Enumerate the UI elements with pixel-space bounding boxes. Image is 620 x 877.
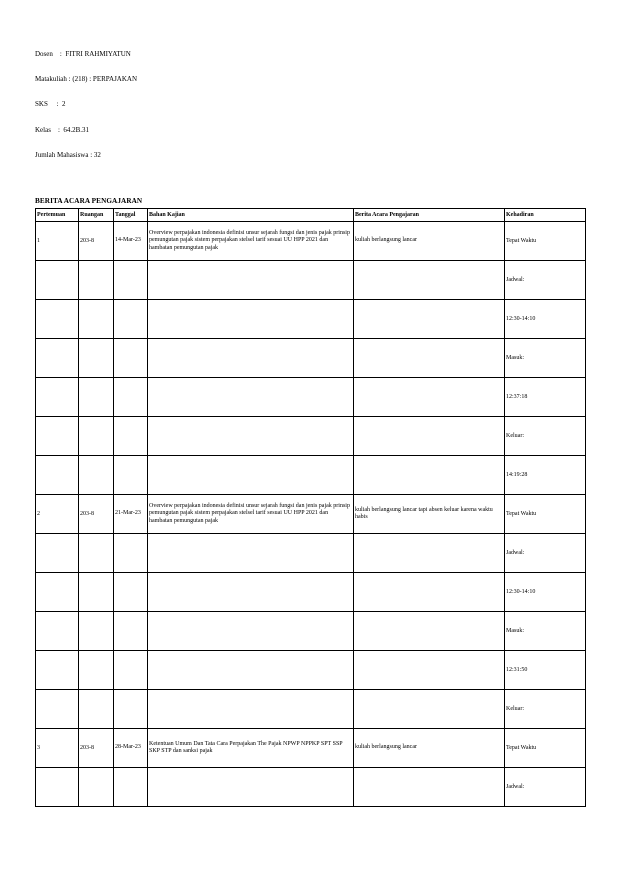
table-row bbox=[36, 690, 586, 729]
berita-acara-cell: kuliah berlangsung lancar bbox=[354, 729, 505, 768]
pertemuan-cell bbox=[36, 768, 79, 807]
tanggal-cell bbox=[114, 651, 148, 690]
table-row bbox=[36, 729, 586, 768]
pertemuan-cell: 1 bbox=[36, 222, 79, 261]
col-header-tanggal: Tanggal bbox=[114, 209, 148, 222]
tanggal-cell: 14-Mar-23 bbox=[114, 222, 148, 261]
table-row bbox=[36, 612, 586, 651]
table-row bbox=[36, 261, 586, 300]
pertemuan-cell bbox=[36, 612, 79, 651]
tanggal-cell bbox=[114, 456, 148, 495]
sks-line: SKS : 2 bbox=[35, 100, 66, 108]
berita-acara-table bbox=[35, 208, 586, 807]
ruangan-cell bbox=[79, 378, 114, 417]
pertemuan-cell bbox=[36, 573, 79, 612]
bahan-kajian-cell bbox=[148, 768, 354, 807]
tanggal-cell bbox=[114, 378, 148, 417]
pertemuan-cell bbox=[36, 378, 79, 417]
ruangan-cell bbox=[79, 534, 114, 573]
kehadiran-cell: Keluar: bbox=[505, 417, 586, 456]
col-header-ruangan: Ruangan bbox=[79, 209, 114, 222]
kehadiran-cell: Masuk: bbox=[505, 612, 586, 651]
matakuliah-line: Matakuliah : (218) : PERPAJAKAN bbox=[35, 75, 138, 83]
tanggal-cell bbox=[114, 261, 148, 300]
pertemuan-cell bbox=[36, 456, 79, 495]
kelas-line: Kelas : 64.2B.31 bbox=[35, 126, 90, 134]
berita-acara-cell bbox=[354, 534, 505, 573]
pertemuan-cell bbox=[36, 261, 79, 300]
bahan-kajian-cell: Overview perpajakan indonesia definisi unsur sejarah fungsi dan jenis pajak prinsip pemungutan pajak sistem perpajakan stelsel tarif sesuai UU HPP 2021 dan hambatan pemungutan pajak bbox=[148, 495, 354, 534]
berita-acara-cell bbox=[354, 417, 505, 456]
ruangan-cell: 203-8 bbox=[79, 222, 114, 261]
table-header-row bbox=[36, 209, 586, 222]
kehadiran-cell: Tepat Waktu bbox=[505, 222, 586, 261]
ruangan-cell bbox=[79, 612, 114, 651]
tanggal-cell: 21-Mar-23 bbox=[114, 495, 148, 534]
jumlah-mahasiswa-line: Jumlah Mahasiswa : 32 bbox=[35, 151, 101, 159]
tanggal-cell bbox=[114, 768, 148, 807]
pertemuan-cell bbox=[36, 690, 79, 729]
berita-acara-cell bbox=[354, 651, 505, 690]
berita-acara-cell: kuliah berlangsung lancar bbox=[354, 222, 505, 261]
ruangan-cell bbox=[79, 768, 114, 807]
bahan-kajian-cell bbox=[148, 612, 354, 651]
ruangan-cell: 203-8 bbox=[79, 729, 114, 768]
berita-acara-cell: kuliah berlangsung lancar tapi absen keluar karena waktu habis bbox=[354, 495, 505, 534]
berita-acara-cell bbox=[354, 456, 505, 495]
kehadiran-cell: Keluar: bbox=[505, 690, 586, 729]
pertemuan-cell bbox=[36, 300, 79, 339]
kehadiran-cell: 12:37:18 bbox=[505, 378, 586, 417]
berita-acara-cell bbox=[354, 690, 505, 729]
col-header-bahan-kajian: Bahan Kajian bbox=[148, 209, 354, 222]
bahan-kajian-cell bbox=[148, 378, 354, 417]
berita-acara-cell bbox=[354, 300, 505, 339]
berita-acara-cell bbox=[354, 339, 505, 378]
col-header-kehadiran: Kehadiran bbox=[505, 209, 586, 222]
ruangan-cell bbox=[79, 417, 114, 456]
ruangan-cell bbox=[79, 690, 114, 729]
bahan-kajian-cell bbox=[148, 456, 354, 495]
bahan-kajian-cell bbox=[148, 573, 354, 612]
section-title: BERITA ACARA PENGAJARAN bbox=[35, 197, 143, 205]
bahan-kajian-cell bbox=[148, 690, 354, 729]
table-row bbox=[36, 534, 586, 573]
kehadiran-cell: 12:30-14:10 bbox=[505, 573, 586, 612]
kehadiran-cell: Jadwal: bbox=[505, 768, 586, 807]
table-row bbox=[36, 456, 586, 495]
col-header-pertemuan: Pertemuan bbox=[36, 209, 79, 222]
ruangan-cell bbox=[79, 261, 114, 300]
kehadiran-cell: 12:30-14:10 bbox=[505, 300, 586, 339]
tanggal-cell bbox=[114, 612, 148, 651]
pertemuan-cell: 2 bbox=[36, 495, 79, 534]
kehadiran-cell: Masuk: bbox=[505, 339, 586, 378]
bahan-kajian-cell bbox=[148, 534, 354, 573]
ruangan-cell: 203-8 bbox=[79, 495, 114, 534]
table-row bbox=[36, 573, 586, 612]
kehadiran-cell: Tepat Waktu bbox=[505, 729, 586, 768]
table-row bbox=[36, 300, 586, 339]
pertemuan-cell bbox=[36, 651, 79, 690]
pertemuan-cell bbox=[36, 417, 79, 456]
dosen-line: Dosen : FITRI RAHMIYATUN bbox=[35, 50, 131, 58]
bahan-kajian-cell: Ketentuan Umum Dan Tata Cara Perpajakan The Pajak NPWP NPPKP SPT SSP SKP STP dan sanksi pajak bbox=[148, 729, 354, 768]
ruangan-cell bbox=[79, 300, 114, 339]
berita-acara-cell bbox=[354, 612, 505, 651]
pertemuan-cell bbox=[36, 339, 79, 378]
table-row bbox=[36, 768, 586, 807]
tanggal-cell bbox=[114, 573, 148, 612]
ruangan-cell bbox=[79, 651, 114, 690]
tanggal-cell bbox=[114, 300, 148, 339]
tanggal-cell bbox=[114, 534, 148, 573]
ruangan-cell bbox=[79, 456, 114, 495]
table-row bbox=[36, 651, 586, 690]
bahan-kajian-cell bbox=[148, 651, 354, 690]
col-header-berita-acara: Berita Acara Pengajaran bbox=[354, 209, 505, 222]
tanggal-cell bbox=[114, 339, 148, 378]
kehadiran-cell: Tepat Waktu bbox=[505, 495, 586, 534]
bahan-kajian-cell bbox=[148, 261, 354, 300]
pertemuan-cell: 3 bbox=[36, 729, 79, 768]
tanggal-cell: 28-Mar-23 bbox=[114, 729, 148, 768]
ruangan-cell bbox=[79, 573, 114, 612]
berita-acara-cell bbox=[354, 573, 505, 612]
berita-acara-cell bbox=[354, 261, 505, 300]
ruangan-cell bbox=[79, 339, 114, 378]
kehadiran-cell: Jadwal: bbox=[505, 534, 586, 573]
kehadiran-cell: Jadwal: bbox=[505, 261, 586, 300]
berita-acara-cell bbox=[354, 378, 505, 417]
pertemuan-cell bbox=[36, 534, 79, 573]
table-row bbox=[36, 378, 586, 417]
table-row bbox=[36, 417, 586, 456]
table-row bbox=[36, 495, 586, 534]
table-row bbox=[36, 339, 586, 378]
bahan-kajian-cell bbox=[148, 300, 354, 339]
bahan-kajian-cell bbox=[148, 417, 354, 456]
tanggal-cell bbox=[114, 417, 148, 456]
kehadiran-cell: 14:19:28 bbox=[505, 456, 586, 495]
bahan-kajian-cell bbox=[148, 339, 354, 378]
berita-acara-cell bbox=[354, 768, 505, 807]
bahan-kajian-cell: Overview perpajakan indonesia definisi unsur sejarah fungsi dan jenis pajak prinsip pemungutan pajak sistem perpajakan stelsel tarif sesuai UU HPP 2021 dan hambatan pemungutan pajak bbox=[148, 222, 354, 261]
table-row bbox=[36, 222, 586, 261]
tanggal-cell bbox=[114, 690, 148, 729]
kehadiran-cell: 12:31:50 bbox=[505, 651, 586, 690]
